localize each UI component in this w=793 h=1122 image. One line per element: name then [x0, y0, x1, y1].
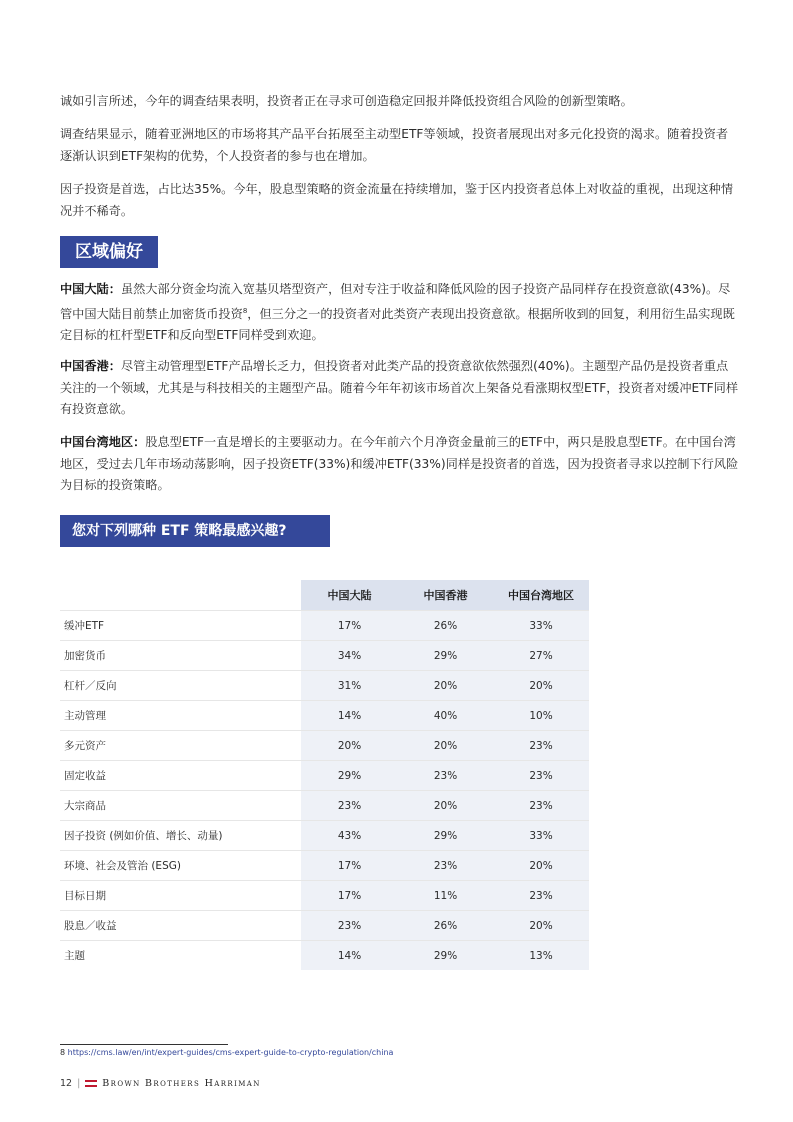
cell-mainland: 29%	[301, 761, 398, 791]
cell-mainland: 31%	[301, 671, 398, 701]
brand-name: Brown Brothers Harriman	[102, 1078, 261, 1089]
table-row	[60, 671, 589, 701]
row-label: 因子投资 (例如价值、增长、动量)	[60, 821, 301, 851]
tw-text: 股息型ETF一直是增长的主要驱动力。在今年前六个月净资金量前三的ETF中，两只是股息型ETF。在中国台湾地区，受过去几年市场动荡影响，因子投资ETF(33%)和缓冲ETF(33%)同样是投资者的首选，因为投资者寻求以控制下行风险为目标的投资策略。	[60, 435, 739, 492]
mainland-paragraph	[60, 279, 740, 347]
table-row	[60, 911, 589, 941]
footnote-number: 8	[60, 1048, 66, 1057]
table-row	[60, 701, 589, 731]
table-row	[60, 611, 589, 641]
cell-tw: 13%	[493, 941, 589, 971]
table-header-blank	[60, 580, 301, 611]
cell-mainland: 17%	[301, 851, 398, 881]
cell-tw: 20%	[493, 851, 589, 881]
cell-mainland: 43%	[301, 821, 398, 851]
page-number: 12	[60, 1078, 73, 1089]
row-label: 多元资产	[60, 731, 301, 761]
cell-mainland: 17%	[301, 611, 398, 641]
section-heading-box	[60, 236, 158, 268]
hk-paragraph	[60, 356, 740, 421]
intro-paragraph-1: 诚如引言所述，今年的调查结果表明，投资者正在寻求可创造稳定回报并降低投资组合风险的创新型策略。	[60, 94, 633, 108]
cell-hk: 26%	[398, 611, 493, 641]
mainland-text-a: 虽然大部分资金均流入宽基贝塔型资产，但对专注于收益和降低风险的因子投资产品同样存在投资意欲(43%)。尽管中国大陆目前禁止加密货币投资	[60, 282, 731, 321]
table-row	[60, 821, 589, 851]
cell-tw: 23%	[493, 791, 589, 821]
row-label: 主动管理	[60, 701, 301, 731]
cell-tw: 10%	[493, 701, 589, 731]
table-row	[60, 761, 589, 791]
section-heading: 区域偏好	[75, 242, 143, 262]
cell-hk: 40%	[398, 701, 493, 731]
cell-tw: 20%	[493, 911, 589, 941]
question-box	[60, 515, 330, 547]
bbh-flag-icon	[85, 1080, 97, 1088]
table-body	[60, 611, 589, 971]
tw-paragraph	[60, 432, 740, 497]
cell-hk: 20%	[398, 671, 493, 701]
cell-tw: 23%	[493, 881, 589, 911]
column-header-mainland: 中国大陆	[301, 580, 398, 611]
hk-label: 中国香港：	[60, 359, 121, 373]
cell-hk: 23%	[398, 851, 493, 881]
row-label: 主题	[60, 941, 301, 971]
cell-hk: 29%	[398, 821, 493, 851]
row-label: 目标日期	[60, 881, 301, 911]
cell-hk: 29%	[398, 941, 493, 971]
cell-hk: 23%	[398, 761, 493, 791]
row-label: 杠杆／反向	[60, 671, 301, 701]
table-row	[60, 851, 589, 881]
cell-hk: 11%	[398, 881, 493, 911]
table-row	[60, 881, 589, 911]
question-title: 您对下列哪种 ETF 策略最感兴趣?	[72, 523, 287, 539]
etf-strategy-table	[60, 580, 589, 970]
footnote-divider	[60, 1044, 228, 1045]
mainland-text-b: ，但三分之一的投资者对此类资产表现出投资意欲。根据所收到的回复，利用衍生品实现既定目标的杠杆型ETF和反向型ETF同样受到欢迎。	[60, 306, 735, 343]
row-label: 缓冲ETF	[60, 611, 301, 641]
row-label: 加密货币	[60, 641, 301, 671]
table-row	[60, 641, 589, 671]
cell-mainland: 14%	[301, 701, 398, 731]
footer-separator: |	[77, 1078, 81, 1089]
cell-mainland: 23%	[301, 911, 398, 941]
row-label: 大宗商品	[60, 791, 301, 821]
row-label: 固定收益	[60, 761, 301, 791]
cell-tw: 23%	[493, 731, 589, 761]
cell-hk: 20%	[398, 731, 493, 761]
table-header-row	[60, 580, 589, 611]
cell-mainland: 17%	[301, 881, 398, 911]
cell-hk: 20%	[398, 791, 493, 821]
cell-hk: 26%	[398, 911, 493, 941]
intro-paragraph-3: 因子投资是首选，占比达35%。今年，股息型策略的资金流量在持续增加，鉴于区内投资者总体上对收益的重视，出现这种情况并不稀奇。	[60, 182, 734, 218]
cell-tw: 23%	[493, 761, 589, 791]
cell-tw: 33%	[493, 611, 589, 641]
table-row	[60, 731, 589, 761]
mainland-label: 中国大陆：	[60, 282, 121, 296]
page-footer	[60, 1078, 261, 1089]
table-row	[60, 791, 589, 821]
cell-mainland: 23%	[301, 791, 398, 821]
cell-mainland: 34%	[301, 641, 398, 671]
cell-mainland: 20%	[301, 731, 398, 761]
column-header-tw: 中国台湾地区	[493, 580, 589, 611]
cell-tw: 33%	[493, 821, 589, 851]
hk-text: 尽管主动管理型ETF产品增长乏力，但投资者对此类产品的投资意欲依然强烈(40%)。主题型产品仍是投资者重点关注的一个领域，尤其是与科技相关的主题型产品。随着今年年初该市场首次上架备兑看涨期权型ETF，投资者对缓冲ETF同样有投资意欲。	[60, 359, 739, 416]
row-label: 股息／收益	[60, 911, 301, 941]
column-header-hk: 中国香港	[398, 580, 493, 611]
table-row	[60, 941, 589, 971]
cell-tw: 27%	[493, 641, 589, 671]
cell-tw: 20%	[493, 671, 589, 701]
row-label: 环境、社会及管治 (ESG)	[60, 851, 301, 881]
cell-hk: 29%	[398, 641, 493, 671]
tw-label: 中国台湾地区：	[60, 435, 146, 449]
intro-paragraph-2: 调查结果显示，随着亚洲地区的市场将其产品平台拓展至主动型ETF等领域，投资者展现出对多元化投资的渴求。随着投资者逐渐认识到ETF架构的优势，个人投资者的参与也在增加。	[60, 127, 729, 163]
footnote-link[interactable]: https://cms.law/en/int/expert-guides/cms-expert-guide-to-crypto-regulation/china	[67, 1048, 394, 1057]
footnote-ref: 8	[242, 306, 248, 315]
footnote	[60, 1048, 393, 1057]
cell-mainland: 14%	[301, 941, 398, 971]
